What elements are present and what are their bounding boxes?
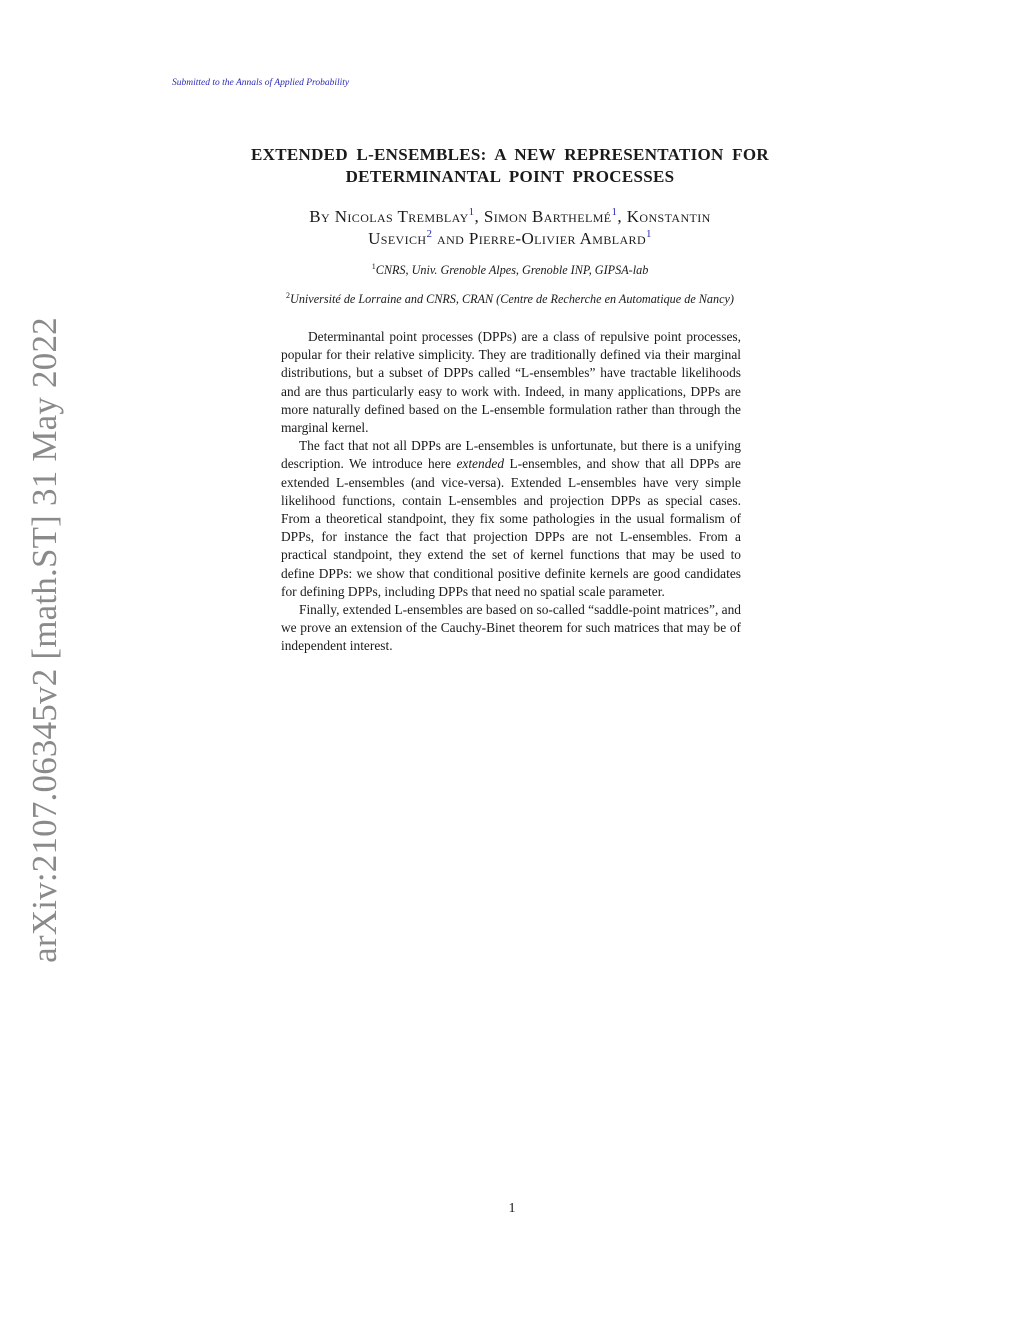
abstract-paragraph-2 [281, 437, 741, 601]
abstract-p2-end: L-ensembles, and show that all DPPs are extended L-ensembles (and vice-versa). Extended L-ensembles have very simple likelihood functions, contain L-ensembles and projection DPPs as special cases. From a theoretical standpoint, they fix some pathologies in the usual formalism of DPPs, for instance the fact that projection DPPs are not L-ensembles. From a practical standpoint, they extend the set of kernel functions that may be used to define DPPs: we show that conditional positive definite kernels are good candidates for defining DPPs, including DPPs that need no spatial scale parameter. [281, 456, 742, 599]
abstract-paragraph-3: Finally, extended L-ensembles are based on so-called “saddle-point matrices”, and we prove an extension of the Cauchy-Binet theorem for such matrices that may be of independent interest. [281, 602, 741, 654]
affiliation-1-text: CNRS, Univ. Grenoble Alpes, Grenoble INP, GIPSA-lab [375, 263, 649, 277]
page-number: 1 [508, 1201, 516, 1216]
author-usevich-last: Usevich [368, 229, 427, 248]
affiliation-2-mark: 2 [286, 291, 291, 300]
abstract-paragraph-1: Determinantal point processes (DPPs) are a class of repulsive point processes, popular for their relative simplicity. They are traditionally defined via their marginal distributions, but a subset of DPPs called “L-ensembles” have tractable likelihoods and are thus particularly easy to work with. Indeed, in many applications, DPPs are more naturally defined based on the L-ensemble formulation rather than through the marginal kernel. [281, 329, 741, 436]
title-line-1: EXTENDED L-ENSEMBLES: A NEW REPRESENTATION FOR [251, 145, 769, 164]
affiliation-mark: 1 [611, 206, 618, 218]
journal-submission-note: Submitted to the Annals of Applied Probability [172, 78, 350, 88]
affiliation-1 [200, 263, 820, 278]
author-tremblay: By Nicolas Tremblay [309, 207, 469, 226]
affiliation-mark: 2 [426, 228, 433, 240]
author-usevich-first: Konstantin [626, 207, 711, 226]
affiliation-mark: 1 [468, 206, 475, 218]
title-line-2: DETERMINANTAL POINT PROCESSES [345, 167, 675, 186]
author-barthelme: Simon Barthelmé [483, 207, 612, 226]
paper-title [200, 144, 820, 188]
abstract [281, 328, 741, 656]
affiliation-2-text: Université de Lorraine and CNRS, CRAN (Centre de Recherche en Automatique de Nancy) [290, 292, 734, 306]
author-amblard: Pierre-Olivier Amblard [468, 229, 647, 248]
affiliation-1-mark: 1 [371, 262, 376, 271]
author-line-2 [200, 228, 820, 250]
arxiv-identifier-stamp: arXiv:2107.06345v2 [math.ST] 31 May 2022 [25, 317, 64, 963]
abstract-p2-start: The fact that not all DPPs are L-ensembles is unfortunate, but there is a unifying description. We introduce here [281, 438, 741, 472]
affiliation-2 [200, 292, 820, 307]
and-word: and [437, 229, 465, 248]
affiliation-mark: 1 [646, 228, 652, 240]
author-list [200, 206, 820, 250]
author-line-1: By Nicolas Tremblay$^1$, Simon Barthelmé$^1$, Konstantin [309, 206, 711, 226]
emphasis-extended: extended [456, 456, 505, 472]
